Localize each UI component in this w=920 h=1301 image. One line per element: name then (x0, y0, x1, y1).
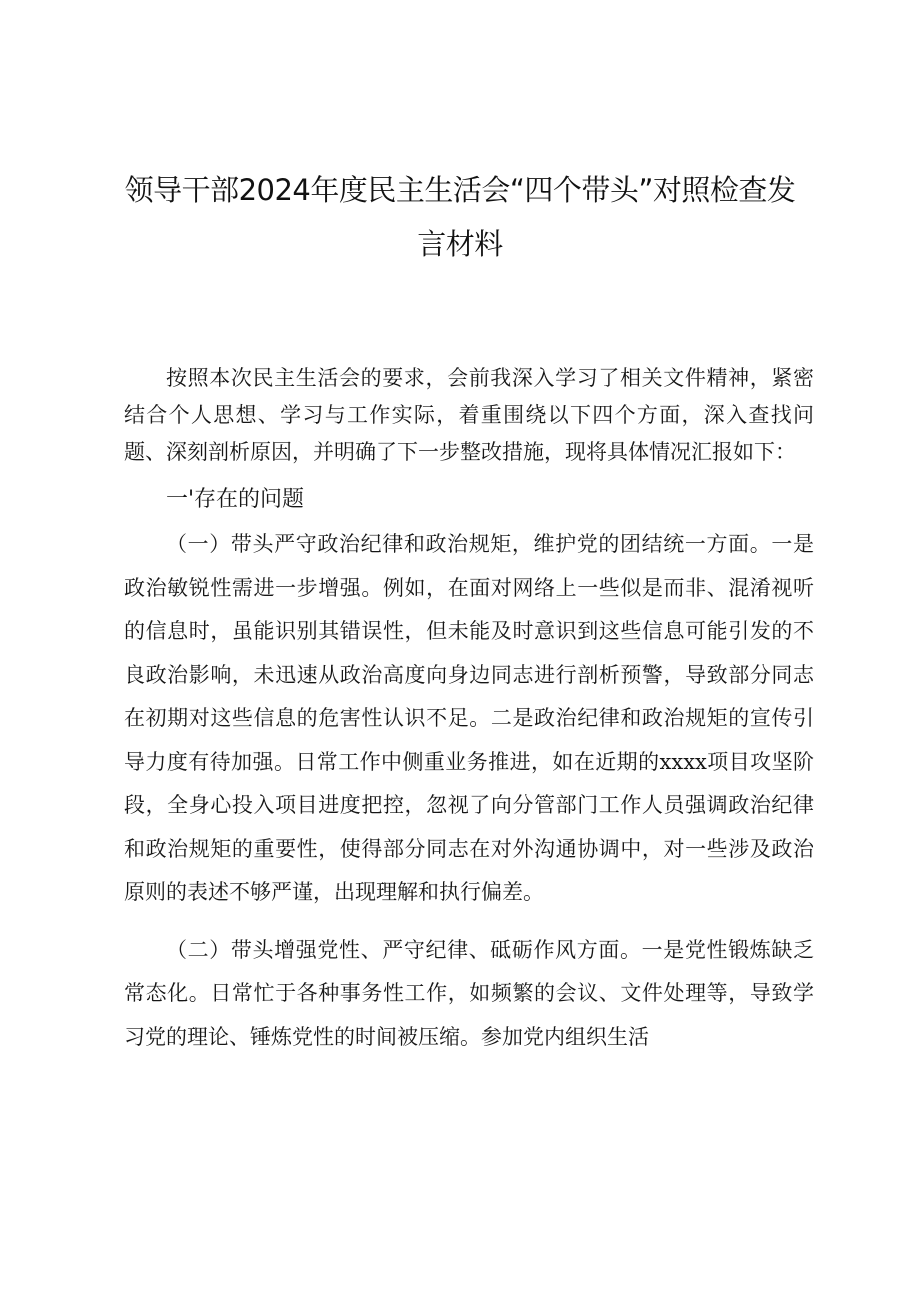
document-body (124, 360, 814, 1059)
section-item-1-paragraph: （一）带头严守政治纪律和政治规矩，维护党的团结统一方面。一是政治敏锐性需进一步增强。例如，在面对网络上一些似是而非、混淆视听的信息时，虽能识别其错误性，但未能及时意识到这些信息可能引发的不良政治影响，未迅速从政治高度向身边同志进行剖析预警，导致部分同志在初期对这些信息的危害性认识不足。二是政治纪律和政治规矩的宣传引导力度有待加强。日常工作中侧重业务推进，如在近期的xxxx项目攻坚阶段，全身心投入项目进度把控，忽视了向分管部门工作人员强调政治纪律和政治规矩的重要性，使得部分同志在对外沟通协调中，对一些涉及政治原则的表述不够严谨，出现理解和执行偏差。 (124, 532, 814, 904)
document-title-line-1: 领导干部2024年度民主生活会“四个带头”对照检查发 (124, 173, 796, 207)
section-item-2-paragraph: （二）带头增强党性、严守纪律、砥砺作风方面。一是党性锻炼缺乏常态化。日常忙于各种事务性工作，如频繁的会议、文件处理等，导致学习党的理论、锤炼党性的时间被压缩。参加党内组织生活 (124, 937, 814, 1049)
document-title-line-2: 言材料 (417, 227, 503, 261)
intro-paragraph: 按照本次民主生活会的要求，会前我深入学习了相关文件精神，紧密结合个人思想、学习与工作实际，着重围绕以下四个方面，深入查找问题、深刻剖析原因，并明确了下一步整改措施，现将具体情况汇报如下： (124, 366, 814, 464)
section-heading-problems: 一'存在的问题 (166, 487, 305, 512)
